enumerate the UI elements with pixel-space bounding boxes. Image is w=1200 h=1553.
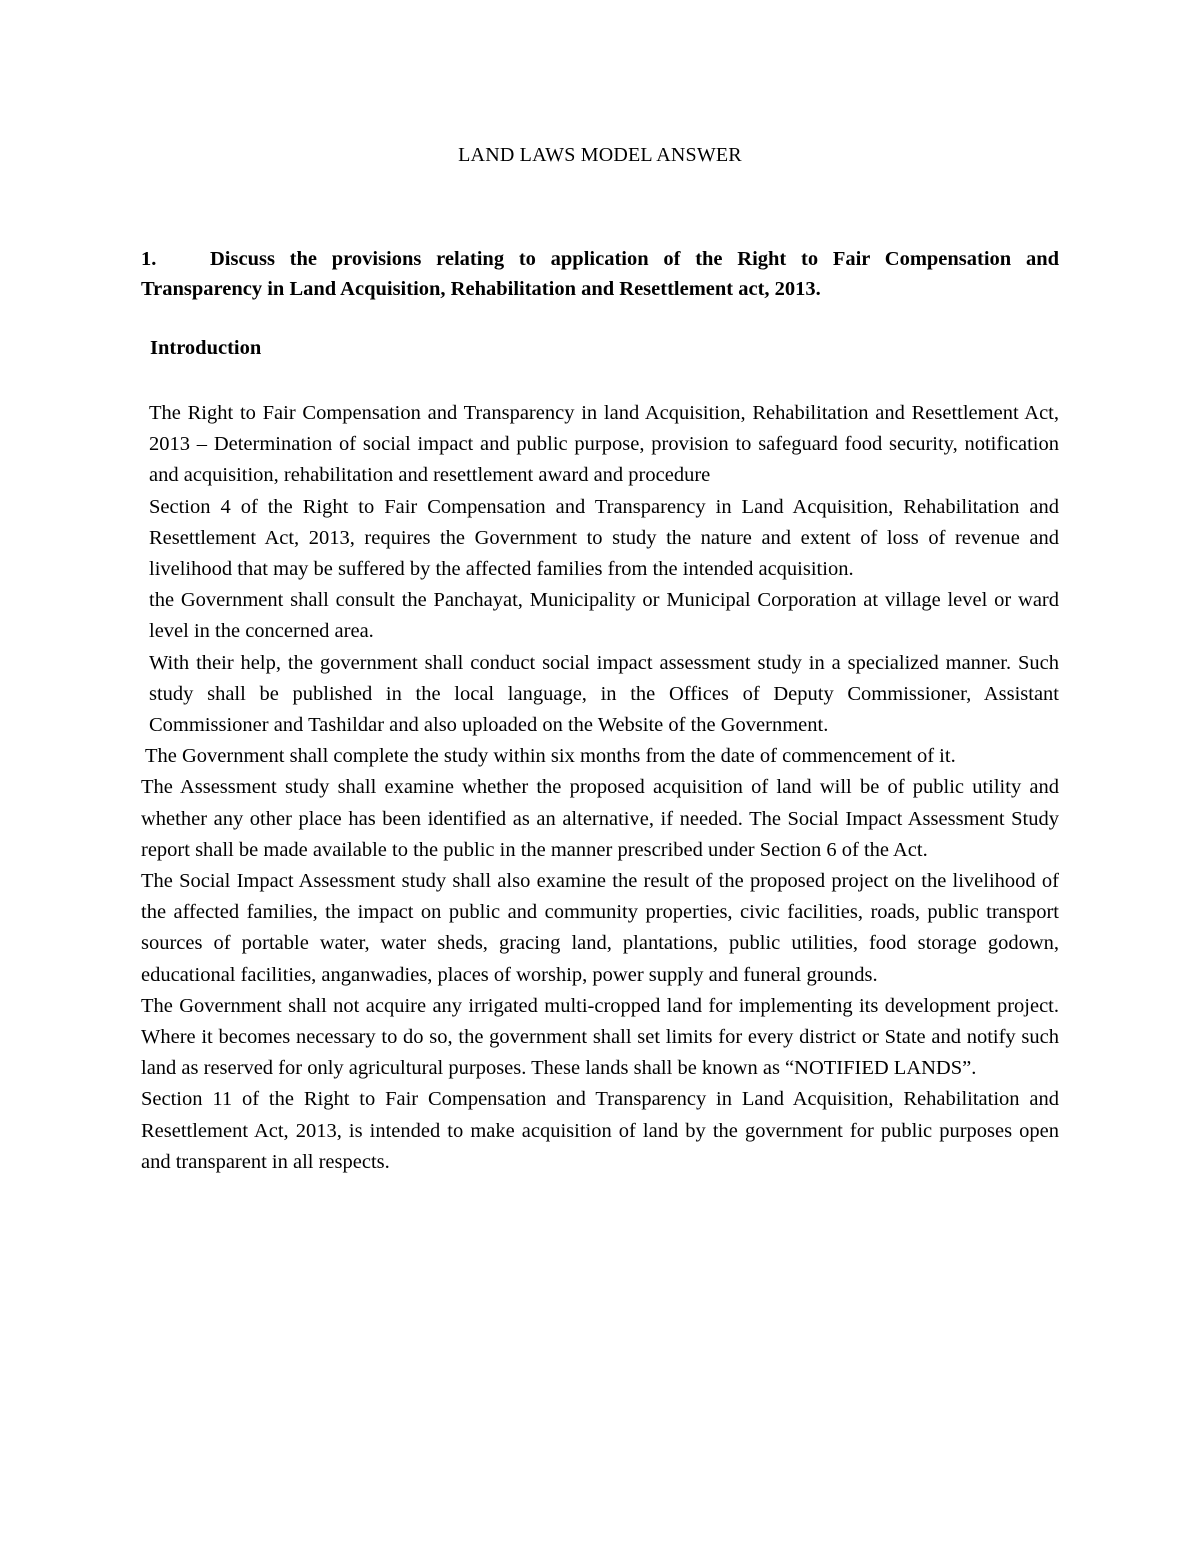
- paragraph: The Government shall complete the study within six months from the date of commencement of it.: [145, 745, 956, 768]
- section-heading: Introduction: [150, 337, 262, 359]
- paragraph: The Assessment study shall examine whether the proposed acquisition of land will be of public utility and whether any other place has been identified as an alternative, if needed. The Social Impact Assessment Study report shall be made available to the public in the manner prescribed under Section 6 of the Act.: [141, 776, 1059, 861]
- paragraph: the Government shall consult the Panchayat, Municipality or Municipal Corporation at village level or ward level in the concerned area.: [149, 589, 1059, 643]
- paragraph: The Social Impact Assessment study shall also examine the result of the proposed project on the livelihood of the affected families, the impact on public and community properties, civic facilities, roads, public transport sources of portable water, water sheds, gracing land, plantations, public utilities, food storage godown, educational facilities, anganwadies, places of worship, power supply and funeral grounds.: [141, 870, 1059, 986]
- body-text: [0, 398, 1200, 1178]
- paragraph: Section 11 of the Right to Fair Compensation and Transparency in Land Acquisition, Rehabilitation and Resettlement Act, 2013, is intended to make acquisition of land by the government for public purposes open and transparent in all respects.: [141, 1088, 1059, 1173]
- question-block: [141, 244, 1059, 304]
- paragraph: The Right to Fair Compensation and Transparency in land Acquisition, Rehabilitation and Resettlement Act, 2013 – Determination of social impact and public purpose, provision to safeguard food security, notification and acquisition, rehabilitation and resettlement award and procedure: [149, 402, 1059, 487]
- paragraph: The Government shall not acquire any irrigated multi-cropped land for implementing its development project. Where it becomes necessary to do so, the government shall set limits for every district or State and notify such land as reserved for only agricultural purposes. These lands shall be known as “NOTIFIED LANDS”.: [141, 994, 1059, 1080]
- paragraph: With their help, the government shall conduct social impact assessment study in a specialized manner. Such study shall be published in the local language, in the Offices of Deputy Commissioner, Assistant Commissioner and Tashildar and also uploaded on the Website of the Government.: [149, 651, 1059, 737]
- question-text: Discuss the provisions relating to application of the Right to Fair Compensation and Transparency in Land Acquisition, Rehabilitation and Resettlement act, 2013.: [141, 248, 1059, 300]
- paragraph: Section 4 of the Right to Fair Compensation and Transparency in Land Acquisition, Rehabilitation and Resettlement Act, 2013, requires the Government to study the nature and extent of loss of revenue and livelihood that may be suffered by the affected families from the intended acquisition.: [149, 495, 1059, 581]
- document-title: LAND LAWS MODEL ANSWER: [458, 144, 742, 166]
- question-number: 1.: [141, 248, 157, 270]
